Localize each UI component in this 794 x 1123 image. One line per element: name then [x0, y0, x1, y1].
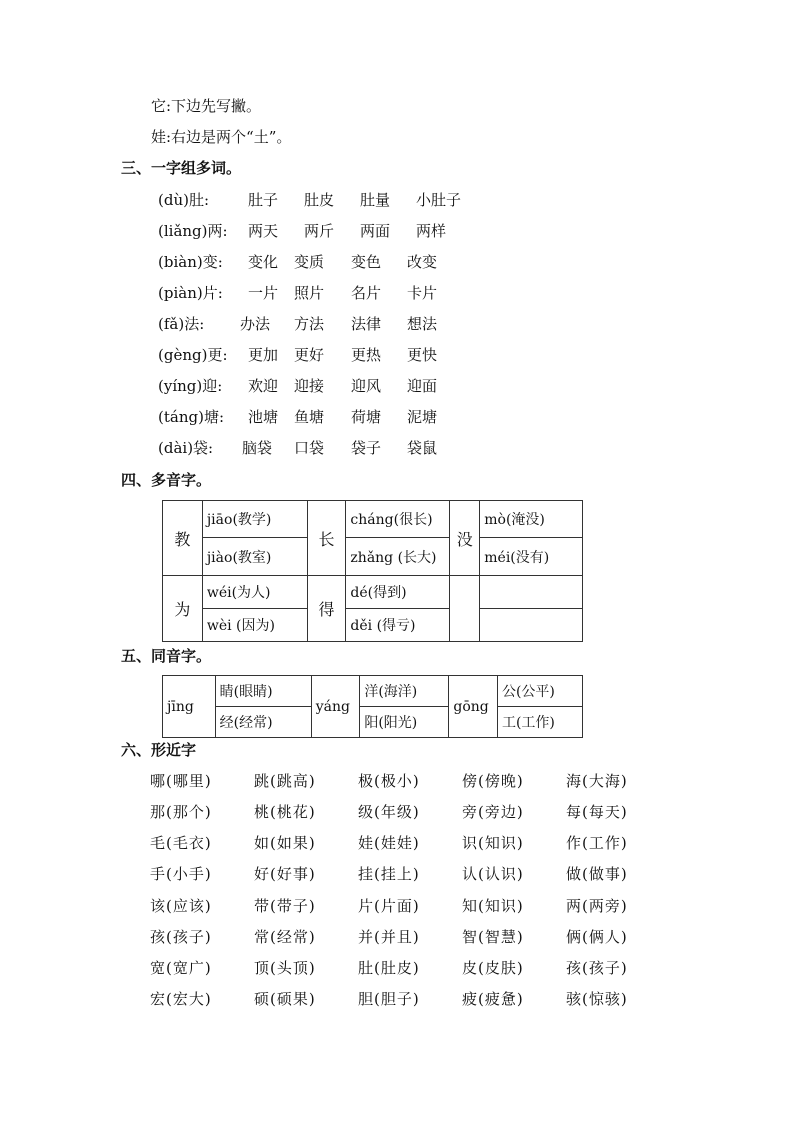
word-item: 两天	[248, 222, 279, 240]
table-cell	[480, 609, 583, 642]
table-cell: zhǎng (长大)	[346, 538, 450, 576]
similar-char-item: 极(极小)	[358, 772, 420, 790]
word-item: 两斤	[304, 222, 335, 240]
word-item: 口袋	[294, 439, 325, 457]
table-cell: 经(经常)	[215, 707, 311, 738]
table-cell: děi (得亏)	[346, 609, 450, 642]
similar-char-item: 孩(孩子)	[566, 959, 628, 977]
similar-char-item: 孩(孩子)	[150, 928, 212, 946]
similar-char-item: 两(两旁)	[566, 897, 628, 915]
char-pinyin-label: (piàn)片:	[158, 284, 223, 302]
note-line: 它:下边先写撇。	[151, 97, 262, 115]
similar-char-item: 海(大海)	[566, 772, 628, 790]
similar-char-item: 认(认识)	[462, 865, 524, 883]
word-item: 想法	[407, 315, 438, 333]
word-item: 方法	[294, 315, 325, 333]
similar-char-item: 那(那个)	[150, 803, 212, 821]
similar-char-item: 毛(毛衣)	[150, 834, 212, 852]
table-cell: 为	[163, 576, 203, 642]
similar-char-item: 级(年级)	[358, 803, 420, 821]
similar-char-item: 如(如果)	[254, 834, 316, 852]
word-item: 名片	[351, 284, 382, 302]
word-item: 法律	[351, 315, 382, 333]
char-pinyin-label: (gèng)更:	[158, 346, 228, 364]
word-item: 欢迎	[248, 377, 279, 395]
word-item: 照片	[294, 284, 325, 302]
table-cell: cháng(很长)	[346, 501, 450, 538]
similar-char-item: 疲(疲惫)	[462, 990, 524, 1008]
word-item: 两样	[416, 222, 447, 240]
word-item: 泥塘	[407, 408, 438, 426]
word-item: 肚皮	[304, 191, 335, 209]
similar-char-item: 知(知识)	[462, 897, 524, 915]
word-item: 迎面	[407, 377, 438, 395]
similar-char-item: 带(带子)	[254, 897, 316, 915]
word-item: 变质	[294, 253, 325, 271]
char-pinyin-label: (fǎ)法:	[158, 315, 205, 333]
word-item: 卡片	[407, 284, 438, 302]
word-item: 迎接	[294, 377, 325, 395]
table-cell: 工(工作)	[497, 707, 582, 738]
similar-char-item: 挂(挂上)	[358, 865, 420, 883]
table-cell: 洋(海洋)	[360, 676, 449, 707]
char-pinyin-label: (biàn)变:	[158, 253, 223, 271]
note-line: 娃:右边是两个“土”。	[151, 128, 292, 146]
word-item: 改变	[407, 253, 438, 271]
table-cell: méi(没有)	[480, 538, 583, 576]
table-cell: 长	[307, 501, 346, 576]
similar-char-item: 作(工作)	[566, 834, 628, 852]
table-cell: mò(淹没)	[480, 501, 583, 538]
table-cell: 没	[450, 501, 480, 576]
table-cell: 教	[163, 501, 203, 576]
similar-char-item: 顶(头顶)	[254, 959, 316, 977]
word-item: 池塘	[248, 408, 279, 426]
table-cell: yáng	[311, 676, 360, 738]
word-item: 袋鼠	[407, 439, 438, 457]
similar-char-item: 旁(旁边)	[462, 803, 524, 821]
table-cell: jiāo(教学)	[202, 501, 307, 538]
table-cell: 得	[307, 576, 346, 642]
word-item: 办法	[240, 315, 271, 333]
table-cell: jīng	[163, 676, 216, 738]
word-item: 变色	[351, 253, 382, 271]
word-item: 更热	[351, 346, 382, 364]
word-item: 袋子	[351, 439, 382, 457]
char-pinyin-label: (yíng)迎:	[158, 377, 223, 395]
similar-char-item: 智(智慧)	[462, 928, 524, 946]
similar-char-item: 娃(娃娃)	[358, 834, 420, 852]
table-cell: 公(公平)	[497, 676, 582, 707]
word-item: 更好	[294, 346, 325, 364]
similar-char-item: 俩(俩人)	[566, 928, 628, 946]
similar-char-item: 胆(胆子)	[358, 990, 420, 1008]
similar-char-item: 骇(惊骇)	[566, 990, 628, 1008]
similar-char-item: 硕(硕果)	[254, 990, 316, 1008]
table-cell: gōng	[449, 676, 498, 738]
similar-char-item: 手(小手)	[150, 865, 212, 883]
table-cell: 睛(眼睛)	[215, 676, 311, 707]
word-item: 一片	[248, 284, 279, 302]
section-title: 六、形近字	[121, 741, 197, 759]
word-item: 迎风	[351, 377, 382, 395]
section-title: 三、一字组多词。	[121, 159, 242, 177]
word-item: 两面	[360, 222, 391, 240]
word-item: 荷塘	[351, 408, 382, 426]
section-title: 五、同音字。	[121, 647, 212, 665]
similar-char-item: 该(应该)	[150, 897, 212, 915]
word-item: 脑袋	[242, 439, 273, 457]
similar-char-item: 肚(肚皮)	[358, 959, 420, 977]
similar-char-item: 宽(宽广)	[150, 959, 212, 977]
word-item: 更快	[407, 346, 438, 364]
table-cell: wèi (因为)	[202, 609, 307, 642]
similar-char-item: 识(知识)	[462, 834, 524, 852]
similar-char-item: 皮(皮肤)	[462, 959, 524, 977]
similar-char-item: 做(做事)	[566, 865, 628, 883]
table-cell: wéi(为人)	[202, 576, 307, 609]
similar-char-item: 哪(哪里)	[150, 772, 212, 790]
table-cell: jiào(教室)	[202, 538, 307, 576]
word-item: 更加	[248, 346, 279, 364]
char-pinyin-label: (dù)肚:	[158, 191, 210, 209]
similar-char-item: 跳(跳高)	[254, 772, 316, 790]
word-item: 肚量	[360, 191, 391, 209]
similar-char-item: 常(经常)	[254, 928, 316, 946]
similar-char-item: 每(每天)	[566, 803, 628, 821]
char-pinyin-label: (liǎng)两:	[158, 222, 228, 240]
similar-char-item: 宏(宏大)	[150, 990, 212, 1008]
table-cell: 阳(阳光)	[360, 707, 449, 738]
table-cell	[450, 576, 480, 642]
similar-char-item: 片(片面)	[358, 897, 420, 915]
similar-char-item: 并(并且)	[358, 928, 420, 946]
word-item: 小肚子	[416, 191, 462, 209]
similar-char-item: 傍(傍晚)	[462, 772, 524, 790]
word-item: 肚子	[248, 191, 279, 209]
table-cell: dé(得到)	[346, 576, 450, 609]
word-item: 变化	[248, 253, 279, 271]
char-pinyin-label: (táng)塘:	[158, 408, 224, 426]
homophone-table	[162, 675, 583, 738]
char-pinyin-label: (dài)袋:	[158, 439, 214, 457]
similar-char-item: 好(好事)	[254, 865, 316, 883]
word-item: 鱼塘	[294, 408, 325, 426]
similar-char-item: 桃(桃花)	[254, 803, 316, 821]
section-title: 四、多音字。	[121, 471, 212, 489]
table-cell	[480, 576, 583, 609]
polyphone-table	[162, 500, 583, 642]
